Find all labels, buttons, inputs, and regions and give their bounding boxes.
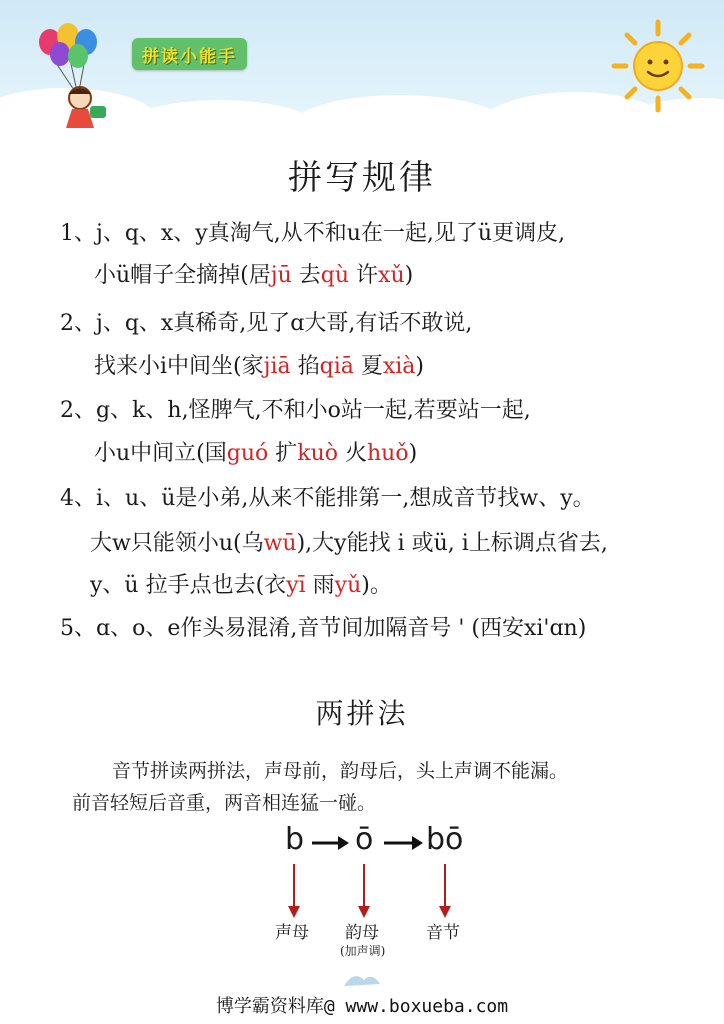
paragraph-line: 前音轻短后音重，两音相连猛一碰。 xyxy=(72,792,377,814)
section-title: 两拼法 xyxy=(315,697,409,730)
rule-text: j、q、x、y真淘气,从不和u在一起,见了ü更调皮, xyxy=(96,221,566,246)
rule-text: y、ü 拉手点也去(衣 xyxy=(90,573,287,598)
down-arrow-icon xyxy=(287,864,301,918)
rule-text: 扩 xyxy=(268,441,298,466)
right-arrow-icon xyxy=(310,833,350,853)
pinyin-example: guó xyxy=(226,441,269,466)
rule-text: ɑ、o、e作头易混淆,音节间加隔音号 ' (西安xi'ɑn) xyxy=(96,616,587,641)
pinyin-example: wū xyxy=(263,531,297,556)
rule-text: )。 xyxy=(361,573,392,598)
rule-number: 2、 xyxy=(60,398,96,423)
rule-text: g、k、h,怪脾气,不和小o站一起,若要站一起, xyxy=(96,398,531,423)
rule-line xyxy=(60,397,531,425)
down-arrow-icon xyxy=(357,864,371,918)
label-final: 韵母 xyxy=(345,923,379,943)
final-letter: ō xyxy=(355,822,374,857)
right-arrow-icon xyxy=(382,833,424,853)
rule-line xyxy=(90,572,392,600)
rule-number: 4、 xyxy=(60,486,96,511)
rule-line xyxy=(60,220,565,248)
decorative-mark xyxy=(340,968,384,990)
pinyin-example: yǔ xyxy=(334,573,362,598)
rule-text: ),大y能找 i 或ü, i上标调点省去, xyxy=(296,531,608,556)
pinyin-example: xǔ xyxy=(378,263,405,288)
rule-text: 去 xyxy=(291,263,321,288)
rule-number: 1、 xyxy=(60,221,96,246)
rule-text: ) xyxy=(408,441,418,466)
rule-text: 大w只能领小u(乌 xyxy=(90,531,264,556)
rule-text: i、u、ü是小弟,从来不能排第一,想成音节找w、y。 xyxy=(96,486,595,511)
rule-line xyxy=(94,440,417,468)
label-syllable: 音节 xyxy=(426,923,460,943)
pinyin-example: jiā xyxy=(263,354,291,379)
rule-number: 5、 xyxy=(60,616,96,641)
rule-line xyxy=(60,310,472,338)
sun-icon xyxy=(600,18,706,114)
rule-text: 火 xyxy=(338,441,368,466)
rule-line xyxy=(60,485,595,513)
label-initial: 声母 xyxy=(275,923,309,943)
rule-text: ) xyxy=(415,354,425,379)
pinyin-example: xià xyxy=(382,354,416,379)
rule-number: 2、 xyxy=(60,311,96,336)
rule-text: 雨 xyxy=(305,573,335,598)
pinyin-example: huǒ xyxy=(367,441,409,466)
initial-letter: b xyxy=(285,822,305,857)
rule-line xyxy=(94,353,424,381)
watermark-footer: 博学霸资料库@ www.boxueba.com xyxy=(215,996,509,1017)
pinyin-example: qù xyxy=(320,263,350,288)
rule-text: j、q、x真稀奇,见了ɑ大哥,有话不敢说, xyxy=(96,311,473,336)
paragraph-line: 音节拼读两拼法，声母前，韵母后，头上声调不能漏。 xyxy=(112,760,569,782)
rule-text: 掐 xyxy=(290,354,320,379)
rule-text: 许 xyxy=(349,263,379,288)
rule-text: 找来小i中间坐(家 xyxy=(94,354,264,379)
section-badge xyxy=(132,38,247,70)
pinyin-example: jū xyxy=(270,263,292,288)
balloon-girl-illustration xyxy=(28,14,128,132)
rule-text: 小u中间立(国 xyxy=(94,441,227,466)
rule-text: ) xyxy=(404,263,414,288)
pinyin-example: qiā xyxy=(319,354,354,379)
rule-line xyxy=(94,262,413,290)
rule-text: 小ü帽子全摘掉(居 xyxy=(94,263,271,288)
rule-text: 夏 xyxy=(353,354,383,379)
rule-line xyxy=(90,530,608,558)
syllable-text: bō xyxy=(426,822,464,857)
pinyin-example: kuò xyxy=(297,441,339,466)
page-title: 拼写规律 xyxy=(288,158,436,198)
label-final-note: (加声调) xyxy=(340,944,386,958)
pinyin-example: yī xyxy=(286,573,306,598)
down-arrow-icon xyxy=(438,864,452,918)
rule-line xyxy=(60,615,586,643)
section-badge-label: 拼读小能手 xyxy=(142,46,237,67)
